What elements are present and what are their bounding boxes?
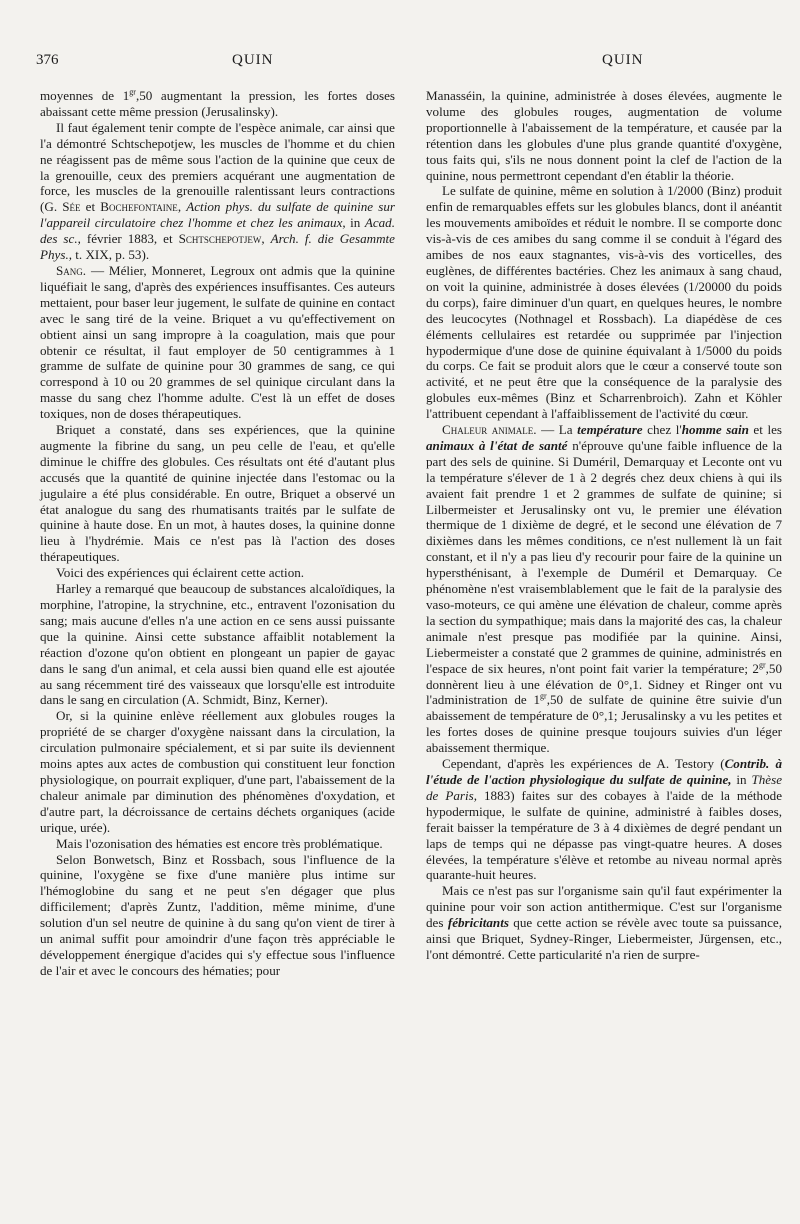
paragraph: Mais ce n'est pas sur l'organisme sain qu'il faut expérimenter la quinine pour voir son action antithermique. C'est sur l'organisme des fébricitants que cette action se révèle avec toute sa puissance, ainsi que Briquet, Sydney-Ringer, Liebermeister, Jürgensen, etc., l'ont démontré. Cette particularité n'a rien de surpre- [426,883,782,962]
left-column [40,88,395,979]
section-heading: Chaleur animale. [442,422,537,438]
section-heading: Sang. [56,262,87,278]
paragraph: moyennes de $1^{gr},50$ augmentant la pression, les fortes doses abaissant cette même pression (Jerusalinsky). [40,87,395,119]
section-chaleur-animale: Chaleur animale. — La température chez l'homme sain et les animaux à l'état de santé n'éprouve qu'une faible influence de la part des sels de quinine. Si Duméril, Demarquay et Leconte ont vu la température s'élever de 1 à 2 degrés chez deux chiens à qui ils avaient fait prendre 1 et 2 grammes de sulfate de quinine; si Lilbermeister et Jerusalinsky ont vu, le premier une élévation thermique de 1 dixième de degré, et le second une élévation de 7 dixièmes dans les mêmes conditions, ce n'est nullement là un fait constant, et il n'y a pas lieu d'y recourir pour faire de la quinine un hypersthénisant, à l'exemple de Duméril et Demarquay. Ce phénomène n'est vraisemblablement que le fait de la paralysie des vaso-moteurs, ce qui amène une élévation de chaleur, comme après la section du sympathique; mais dans la majorité des cas, la chaleur animale n'est presque pas modifiée par la quinine. Ainsi, Liebermeister a constaté que 2 grammes de quinine, administrés en l'espace de six heures, n'ont point fait varier la température; $2^{gr},50$ donnèrent lieu à une élévation de 0°,1. Sidney et Ringer ont vu l'administration de $1^{gr},50$ de sulfate de quinine être suivie d'un abaissement de température de 0°,1; Jerusalinsky a vu les petites et les fortes doses de quinine presque toujours suivies d'un léger abaissement thermique. [426,422,783,756]
page-number: 376 [36,52,59,68]
page-header [0,52,800,76]
paragraph: Voici des expériences qui éclairent cette action. [56,565,305,581]
right-column [426,88,782,963]
paragraph: Cependant, d'après les expériences de A. Testory (Contrib. à l'étude de l'action physiologique du sulfate de quinine, in Thèse de Paris, 1883) faites sur des cobayes à l'aide de la méthode hypodermique, le sulfate de quinine, administré à faibles doses, ferait baisser la température de 3 à 4 dixièmes de degré pendant un laps de temps qui ne dépasse pas vingt-quatre heures. A doses élevées, la température s'élève et retombe au niveau normal après quarante-huit heures. [426,756,783,883]
paragraph: Harley a remarqué que beaucoup de substances alcaloïdiques, la morphine, l'atropine, la strychnine, etc., entravent l'ozonisation du sang; mais aucune d'elles n'a une action en ce sens aussi puissante que la quinine. Ainsi cette substance affaiblit notablement la réaction d'ozone qu'on obtient en plongeant un papier de gayac dans le sang d'un animal, et cela aussi bien quand elle est ajoutée au sang récemment tiré des vaisseaux que lorsqu'elle est introduite dans le sang en circulation (A. Schmidt, Binz, Kerner). [40,581,395,708]
right-running-head: QUIN [602,52,644,68]
paragraph: Le sulfate de quinine, même en solution à 1/2000 (Binz) produit enfin de remarquables effets sur les globules blancs, dont il anéantit les mouvements amiboïdes et réduit le nombre. Il se comporte donc vis-à-vis de ces amibes du sang comme il se conduit à l'égard des amibes de nos eaux stagnantes, vis-à-vis des vorticelles, des euglènes, de différentes bactéries. Chez les animaux à sang chaud, on voit la quinine, administrée à doses élevées (1/20000 du poids du corps), faire diminuer d'un quart, en quelques heures, le nombre des leucocytes (Nothnagel et Rossbach). La diapédèse de ces éléments cellulaires est retardée ou supprimée par l'injection hypodermique d'une dose de quinine équivalant à 1/5000 du poids du corps. Ce fait se produit alors que le cœur a conservé toute son activité, et ne peut être que la conséquence de la paralysie des globules eux-mêmes (Binz et Scharrenbroich). Zahn et Köhler l'attribuent cependant à l'affaiblissement de l'activité du cœur. [426,183,782,422]
section-sang: Sang. — Mélier, Monneret, Legroux ont admis que la quinine liquéfiait le sang, d'après des expériences insuffisantes. Ces auteurs mettaient, pour baser leur jugement, le sulfate de quinine en contact avec le sang tiré de la veine. Briquet a vu qu'effectivement on obtient ainsi un sang impropre à la coagulation, mais que pour obtenir ce résultat, il faut employer de 50 centigrammes à 1 gramme de sulfate de quinine pour 30 grammes de sang, ce qui correspond à 10 ou 20 grammes de sel quinique circulant dans la masse du sang chez l'homme adulte. C'est là un effet de doses toxiques, non de doses thérapeutiques. [40,262,395,422]
paragraph: Il faut également tenir compte de l'espèce animale, car ainsi que l'a démontré Schtschepotjew, les muscles de l'homme et du chien ne réagissent pas de même sous l'action de la quinine que ceux de la grenouille, ceux des premiers acquérant une augmentation de force, les muscles de la grenouille ralentissant leurs contractions (G. Sée et Bochefontaine, Action phys. du sulfate de quinine sur l'appareil circulatoire chez l'homme et chez les animaux, in Acad. des sc., février 1883, et Schtschepotjew, Arch. f. die Gesammte Phys., t. XIX, p. 53). [40,119,396,263]
paragraph: Briquet a constaté, dans ses expériences, que la quinine augmente la fibrine du sang, un peu celle de l'eau, et qu'elle diminue le chiffre des globules. Ces résultats ont été d'autant plus accusés que la quantité de quinine injectée dans l'estomac ou la jugulaire a été plus considérable. En outre, Briquet a observé un état analogue du sang des rhumatisants traités par le sulfate de quinine à haute dose. En un mot, à hautes doses, la quinine donne lieu à l'hydrémie. Mais ce n'est pas là l'action des doses thérapeutiques. [40,422,395,565]
left-running-head: QUIN [232,52,274,68]
paragraph: Mais l'ozonisation des hématies est encore très problématique. [56,835,383,851]
paragraph: Or, si la quinine enlève réellement aux globules rouges la propriété de se charger d'oxygène naissant dans la circulation, la circulation pulmonaire spécialement, et si par suite ils deviennent moins aptes aux actes de combustion qui constituent leur fonction physiologique, on pourrait expliquer, d'une part, l'abaissement de la chaleur animale par diminution des phénomènes d'oxydation, et d'autre part, la décroissance de certains déchets organiques (acide urique, urée). [40,708,395,835]
paragraph: Manasséin, la quinine, administrée à doses élevées, augmente le volume des globules rouges, augmentation de volume proportionnelle à l'abaissement de la température, et causée par la rétention dans les globules d'une plus grande quantité d'oxygène, tous faits qui, s'ils ne nous donnent point la clef de l'action de la quinine, nous permettront cependant d'en établir la théorie. [426,88,782,183]
paragraph: Selon Bonwetsch, Binz et Rossbach, sous l'influence de la quinine, l'oxygène se fixe d'une manière plus intime sur l'hémoglobine du sang et ne peut s'en dégager que plus difficilement; d'après Zuntz, l'addition, même minime, d'une solution d'un sel neutre de quinine à du sang qu'on vient de tirer à un animal suffit pour amoindrir d'une façon très appréciable le développement énergique d'acides qui s'y effectue sous l'influence de l'air et avec le concours des hématies; pour [40,851,395,978]
